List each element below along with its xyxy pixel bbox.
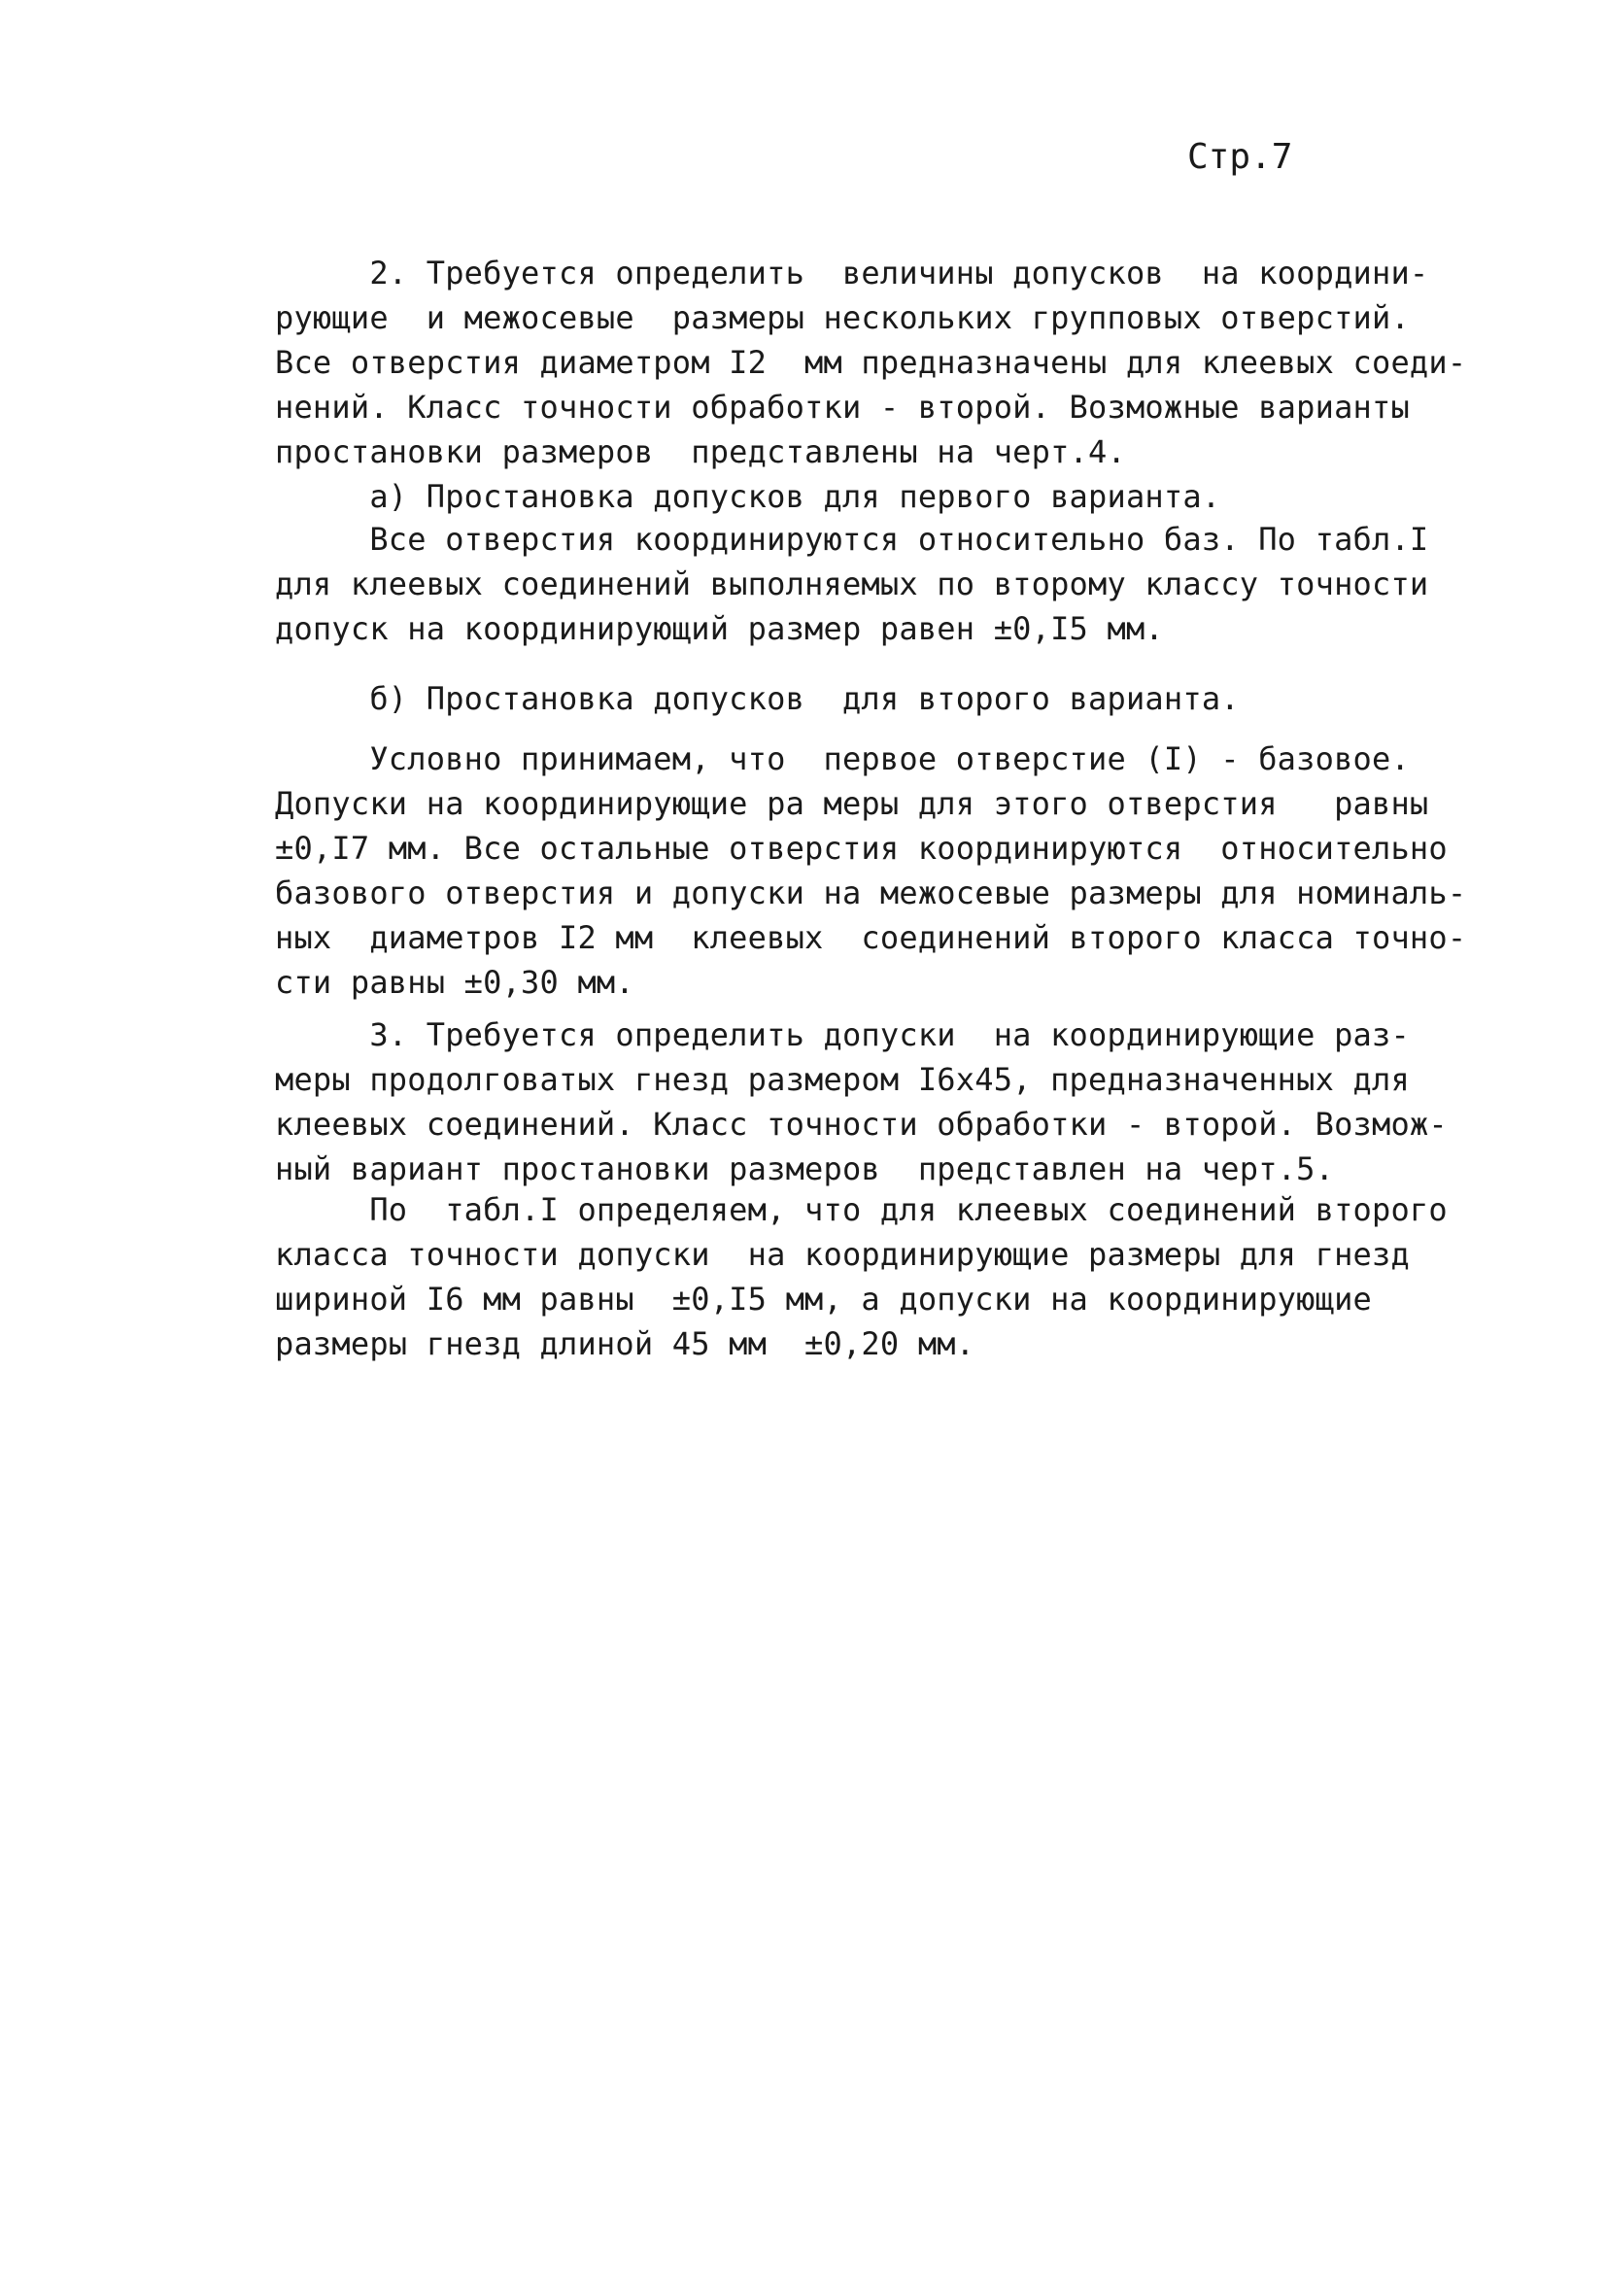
text-line: шириной I6 мм равны ±0,I5 мм, а допуски на координирующие [275,1281,1373,1318]
paragraph-variant-b-heading [275,676,1412,721]
text-line: ±0,I7 мм. Все остальные отверстия координируются относительно [275,830,1448,867]
text-line: Условно принимаем, что первое отверстие (I) - базовое. [275,740,1410,777]
paragraph-task-2 [275,251,1467,519]
text-line: рующие и межосевые размеры нескольких групповых отверстий. [275,299,1410,336]
text-line: Все отверстия координируются относительно баз. По табл.I [275,521,1429,558]
text-line: меры продолговатых гнезд размером I6х45, предназначенных для [275,1061,1410,1098]
text-line: допуск на координирующий размер равен ±0,I5 мм. [275,610,1164,647]
text-line: Все отверстия диаметром I2 мм предназначены для клеевых соеди- [275,344,1467,381]
text-line: ных диаметров I2 мм клеевых соединений второго класса точно- [275,919,1467,956]
page-number: Стр.7 [1187,137,1293,177]
paragraph-task-3-solution [275,1187,1448,1366]
text-line: а) Простановка допусков для первого варианта. [275,478,1221,515]
text-line: По табл.I определяем, что для клеевых соединений второго [275,1191,1448,1228]
text-line: 2. Требуется определить величины допусков на координи- [275,255,1429,291]
text-line: 3. Требуется определить допуски на координирующие раз- [275,1016,1410,1053]
text-line: размеры гнезд длиной 45 мм ±0,20 мм. [275,1325,975,1362]
text-line: нений. Класс точности обработки - второй. Возможные варианты [275,389,1410,426]
paragraph-variant-b [275,737,1467,1005]
text-line: Допуски на координирующие ра меры для этого отверстия равны [275,785,1429,822]
text-line: б) Простановка допусков для второго варианта. [275,680,1240,717]
text-line: ный вариант простановки размеров представлен на черт.5. [275,1150,1335,1187]
paragraph-variant-a [275,517,1429,651]
text-line: базового отверстия и допуски на межосевые размеры для номиналь- [275,874,1467,911]
text-line: простановки размеров представлены на черт.4. [275,433,1126,470]
paragraph-task-3 [275,1012,1448,1191]
text-line: класса точности допуски на координирующие размеры для гнезд [275,1236,1410,1273]
text-line: клеевых соединений. Класс точности обработки - второй. Возмож- [275,1106,1448,1143]
text-line: для клеевых соединений выполняемых по второму классу точности [275,565,1429,602]
text-line: сти равны ±0,30 мм. [275,964,634,1001]
